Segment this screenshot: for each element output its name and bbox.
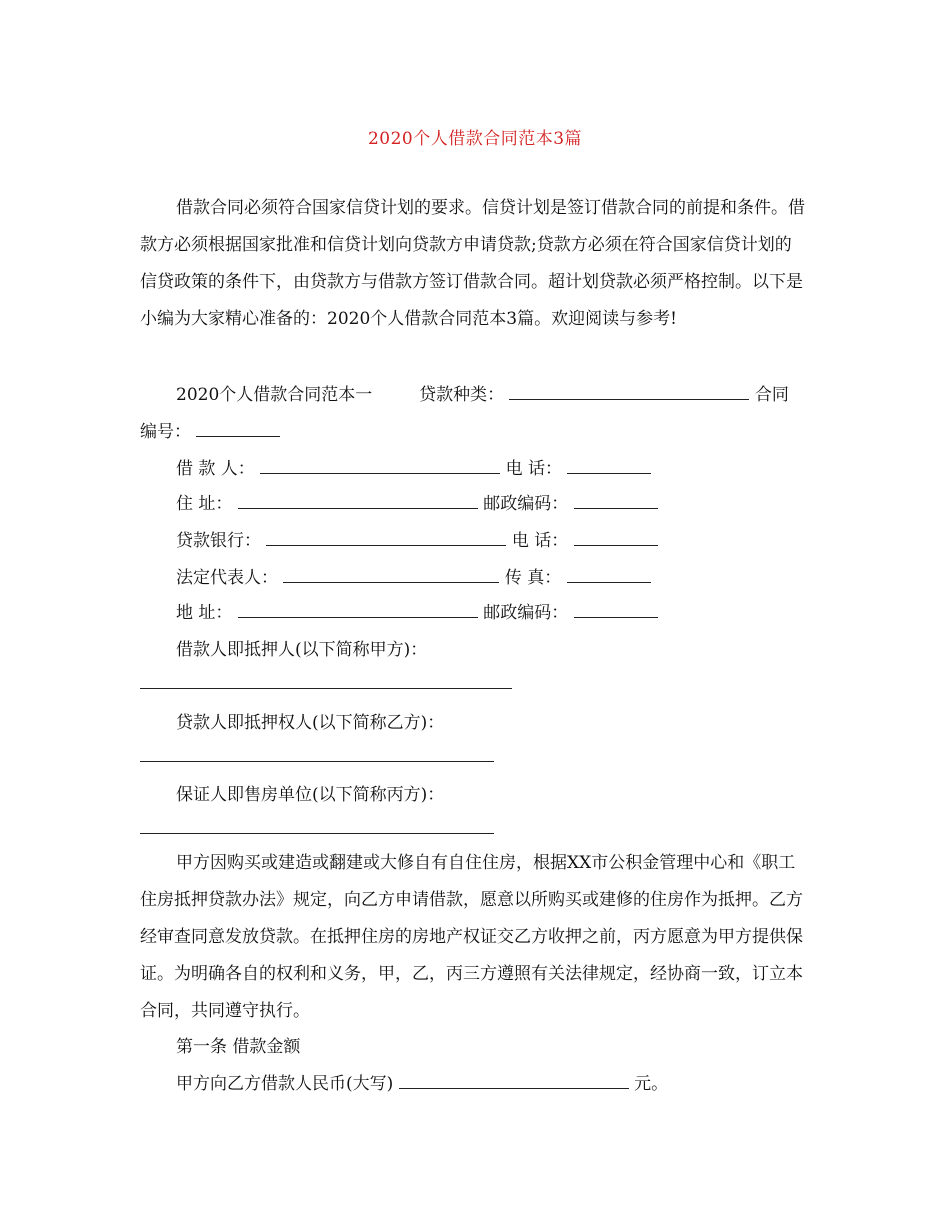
address2-label: 地 址： xyxy=(176,603,233,623)
contract-number-label: 编号： xyxy=(140,422,191,442)
loan-type-blank xyxy=(509,385,749,400)
phone2-label: 电 话： xyxy=(511,531,569,551)
party-b-label: 贷款人即抵押权人(以下简称乙方)： xyxy=(176,713,445,733)
borrower-row xyxy=(176,454,651,479)
article1-amount-line xyxy=(176,1069,668,1094)
contract-number-line xyxy=(140,417,280,442)
party-b-blank xyxy=(140,761,494,762)
fax-blank xyxy=(567,568,651,583)
postcode1-blank xyxy=(574,494,658,509)
article1-text: 甲方向乙方借款人民币(大写) xyxy=(176,1074,394,1094)
postcode1-label: 邮政编码： xyxy=(483,494,569,514)
contract-name: 2020个人借款合同范本一 xyxy=(176,385,373,405)
party-c-blank xyxy=(140,833,494,834)
borrower-blank xyxy=(260,459,500,474)
address1-label: 住 址： xyxy=(176,494,233,514)
phone2-blank xyxy=(574,531,658,546)
bank-blank xyxy=(266,531,506,546)
contract-header-line xyxy=(176,380,789,405)
legal-rep-row xyxy=(176,563,651,588)
address2-row xyxy=(176,598,658,623)
document-title: 2020个人借款合同范本3篇 xyxy=(367,129,583,149)
party-a-blank xyxy=(140,688,512,689)
article1-unit: 元。 xyxy=(634,1074,669,1094)
article1-heading: 第一条 借款金额 xyxy=(176,1037,301,1057)
address1-blank xyxy=(238,494,478,509)
contract-label: 合同 xyxy=(754,385,789,405)
legal-rep-blank xyxy=(283,568,499,583)
legal-rep-label: 法定代表人： xyxy=(176,568,278,588)
borrower-label: 借 款 人： xyxy=(176,459,255,479)
address2-blank xyxy=(238,603,478,618)
phone1-blank xyxy=(567,459,651,474)
contract-number-blank xyxy=(196,422,280,437)
party-a-label: 借款人即抵押人(以下简称甲方)： xyxy=(176,640,428,660)
phone1-label: 电 话： xyxy=(505,459,563,479)
bank-label: 贷款银行： xyxy=(176,531,261,551)
amount-blank xyxy=(399,1074,629,1089)
loan-type-label: 贷款种类： xyxy=(419,385,505,405)
postcode2-blank xyxy=(574,603,658,618)
bank-row xyxy=(176,526,658,551)
address1-row xyxy=(176,489,658,514)
party-c-label: 保证人即售房单位(以下简称丙方)： xyxy=(176,785,445,805)
body-paragraph: 甲方因购买或建造或翻建或大修自有自住住房，根据XX市公积金管理中心和《职工住房抵押贷款办法》规定，向乙方申请借款，愿意以所购买或建修的住房作为抵押。乙方经审查同意发放贷款。在抵押住房的房地产权证交乙方收押之前，丙方愿意为甲方提供保证。为明确各自的权利和义务，甲，乙，丙三方遵照有关法律规定，经协商一致，订立本合同，共同遵守执行。 xyxy=(140,853,803,1021)
fax-label: 传 真： xyxy=(504,568,562,588)
postcode2-label: 邮政编码： xyxy=(483,603,569,623)
intro-paragraph: 借款合同必须符合国家信贷计划的要求。信贷计划是签订借款合同的前提和条件。借款方必须根据国家批准和信贷计划向贷款方申请贷款;贷款方必须在符合国家信贷计划的信贷政策的条件下，由贷款方与借款方签订借款合同。超计划贷款必须严格控制。以下是小编为大家精心准备的：2020个人借款合同范本3篇。欢迎阅读与参考! xyxy=(140,198,805,329)
